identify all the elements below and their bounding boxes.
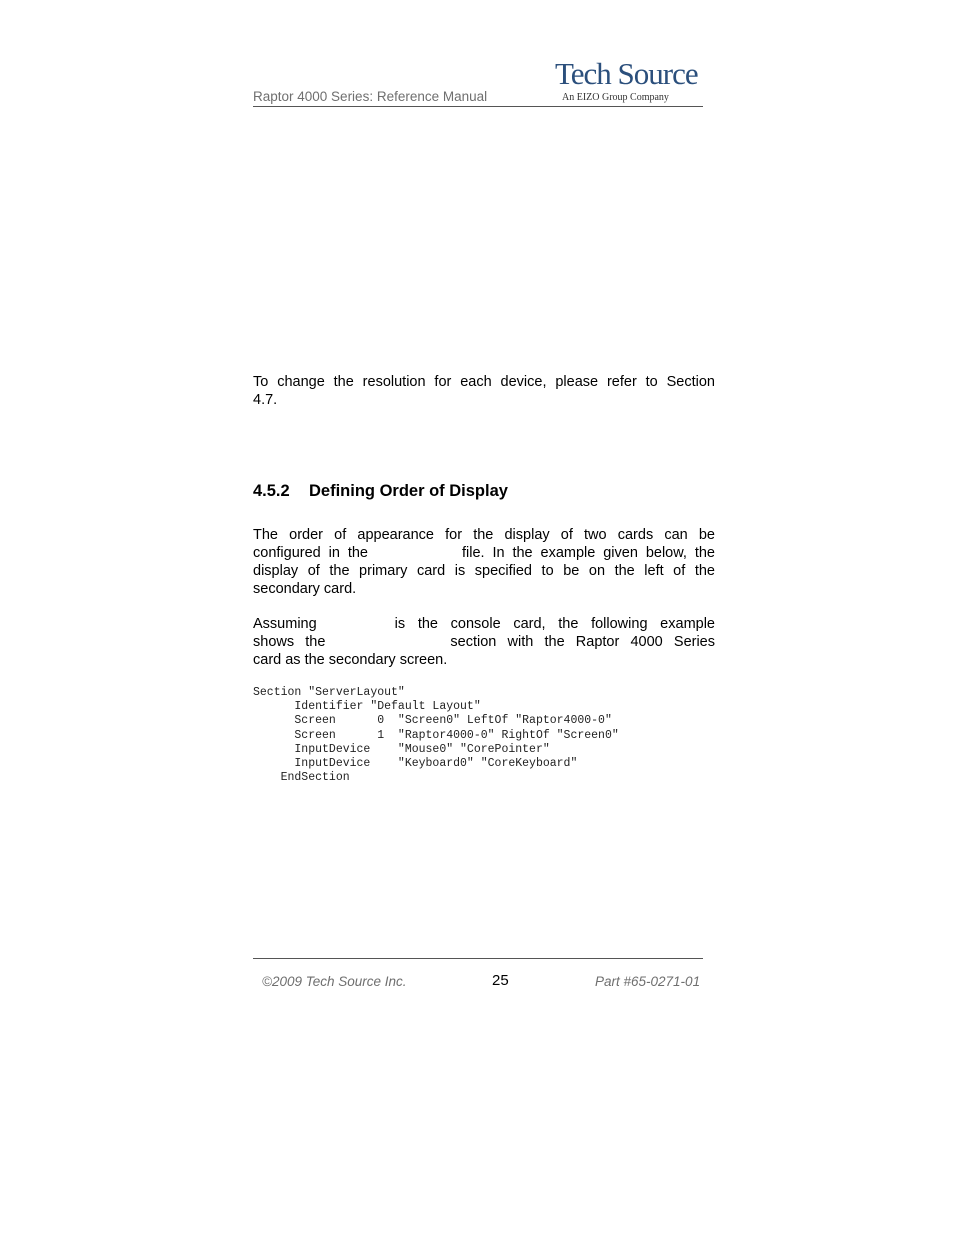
paragraph-line — [253, 633, 715, 651]
paragraph-fragment: file. In the example given below, the — [461, 545, 715, 561]
paragraph-line: card as the secondary screen. — [253, 652, 448, 668]
logo-tagline: An EIZO Group Company — [562, 92, 669, 103]
page-number: 25 — [492, 972, 509, 989]
paragraph-line: display of the primary card is specified to be on the left of the — [253, 563, 715, 579]
section-number: 4.5.2 — [253, 482, 290, 500]
paragraph-fragment: section with the Raptor 4000 Series — [450, 634, 715, 650]
footer-part-number: Part #65-0271-01 — [595, 974, 701, 989]
paragraph-line: The order of appearance for the display of two cards can be — [253, 527, 715, 543]
resolution-paragraph — [253, 373, 715, 409]
server-layout-code-block: Section "ServerLayout" Identifier "Default Layout" Screen 0 "Screen0" LeftOf "Raptor4000-0" Screen 1 "Raptor4000-0" RightOf "Screen0" InputDevice "Mouse0" "CorePointer" InputDevice "Keyboard0" "CoreKeyboard" EndSection — [253, 686, 619, 785]
footer-copyright: ©2009 Tech Source Inc. — [262, 974, 407, 989]
paragraph-line — [253, 544, 715, 562]
header-divider — [253, 106, 703, 107]
paragraph-line: To change the resolution for each device, please refer to Section — [253, 374, 715, 390]
section-title: Defining Order of Display — [309, 482, 508, 500]
section-heading — [253, 482, 508, 501]
tech-source-logo: Tech Source — [555, 56, 698, 91]
paragraph-line: 4.7. — [253, 392, 278, 408]
paragraph-line — [253, 615, 715, 633]
paragraph-fragment: is the console card, the following example — [394, 616, 715, 632]
paragraph-fragment: shows the — [253, 634, 326, 650]
footer-divider — [253, 958, 703, 959]
order-paragraph — [253, 526, 715, 598]
paragraph-line: secondary card. — [253, 581, 357, 597]
header-title: Raptor 4000 Series: Reference Manual — [253, 89, 488, 104]
paragraph-fragment: configured in the — [253, 545, 368, 561]
assumption-paragraph — [253, 615, 715, 669]
paragraph-fragment: Assuming — [253, 616, 317, 632]
